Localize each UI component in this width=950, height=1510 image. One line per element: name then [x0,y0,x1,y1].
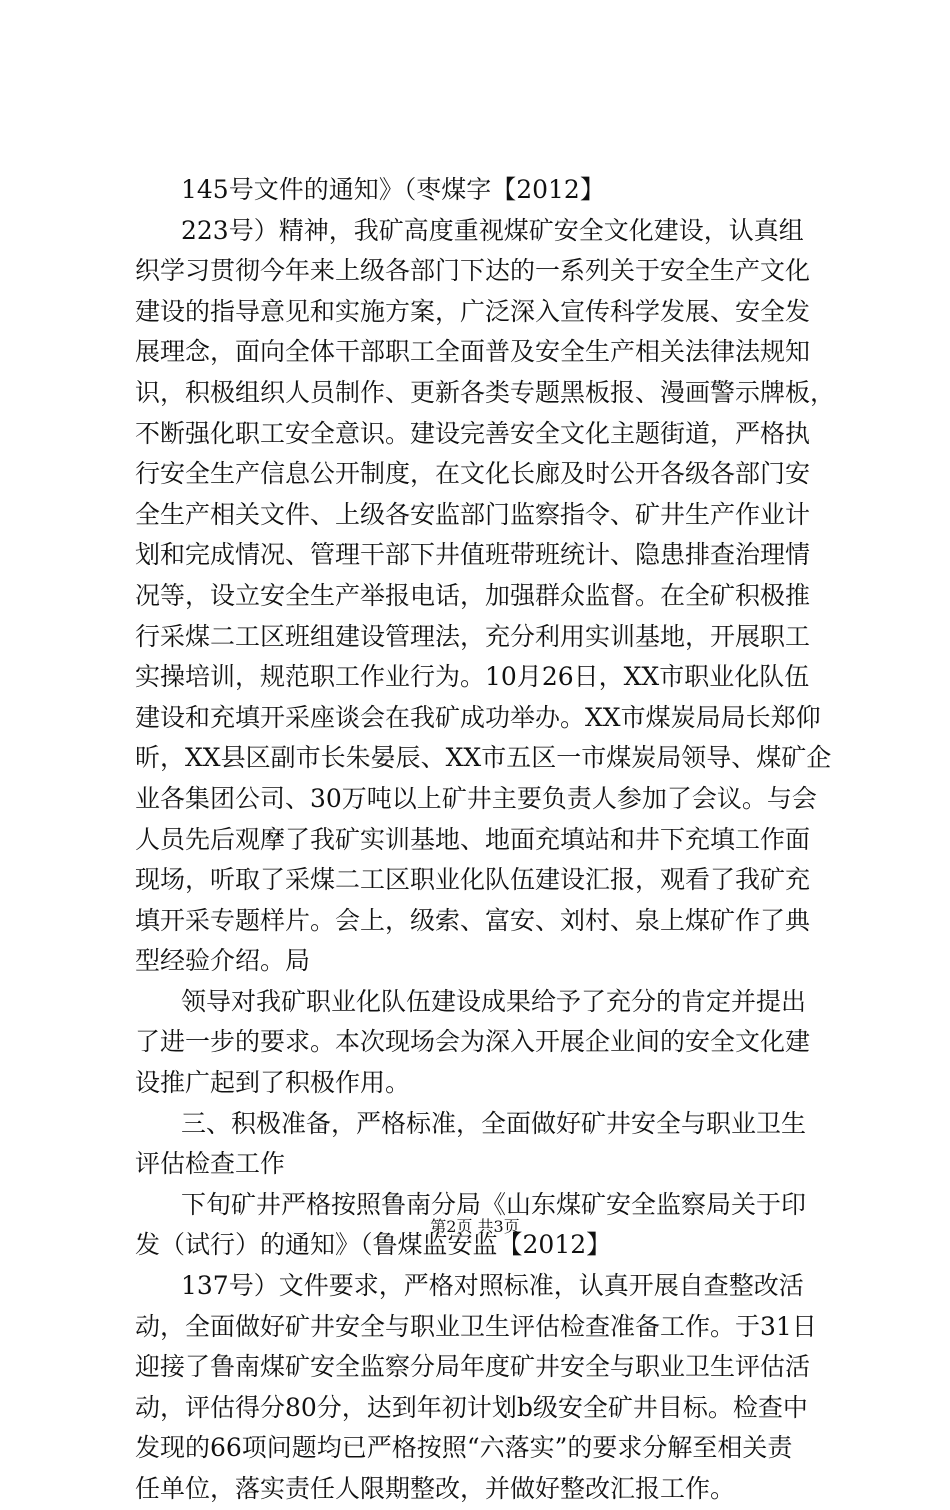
text-line: 识，积极组织人员制作、更新各类专题黑板报、漫画警示牌板， [135,377,836,407]
text-line: 设推广起到了积极作用。 [135,1068,411,1098]
page-number: 第2页 共3页 [430,1217,520,1236]
text-line: 型经验介绍。局 [135,946,311,976]
text-line: 织学习贯彻今年来上级各部门下达的一系列关于安全生产文化 [135,256,811,286]
text-line: 填开采专题样片。会上，级索、富安、刘村、泉上煤矿作了典 [135,905,811,935]
text-line: 不断强化职工安全意识。建设完善安全文化主题街道，严格执 [135,418,811,448]
text-line: 任单位，落实责任人限期整改，并做好整改汇报工作。 [135,1474,736,1503]
text-line: 昕，XX县区副市长朱晏辰、XX市五区一市煤炭局领导、煤矿企 [135,743,832,773]
text-line: 况等，设立安全生产举报电话，加强群众监督。在全矿积极推 [135,580,811,610]
text-line: 建设和充填开采座谈会在我矿成功举办。XX市煤炭局局长郑仰 [135,702,821,732]
text-line: 建设的指导意见和实施方案，广泛深入宣传科学发展、安全发 [135,296,811,326]
text-line: 动，评估得分80分，达到年初计划b级安全矿井目标。检查中 [135,1392,808,1422]
section-heading: 评估检查工作 [135,1149,286,1179]
text-line: 行采煤二工区班组建设管理法，充分利用实训基地，开展职工 [135,621,811,651]
text-line: 行安全生产信息公开制度，在文化长廊及时公开各级各部门安 [135,459,811,489]
text-line: 业各集团公司、30万吨以上矿井主要负责人参加了会议。与会 [135,783,817,813]
text-line: 发（试行）的通知》（鲁煤监安监【2012】 [135,1230,612,1260]
text-line: 现场，听取了采煤二工区职业化队伍建设汇报，观看了我矿充 [135,865,811,895]
text-line: 动，全面做好矿井安全与职业卫生评估检查准备工作。于31日 [135,1311,817,1341]
text-line: 划和完成情况、管理干部下井值班带班统计、隐患排查治理情 [135,540,811,570]
text-line: 人员先后观摩了我矿实训基地、地面充填站和井下充填工作面 [135,824,811,854]
text-line: 实操培训，规范职工作业行为。10月26日，XX市职业化队伍 [135,662,810,692]
section-heading: 三、积极准备，严格标准，全面做好矿井安全与职业卫生 [181,1108,807,1138]
text-line: 迎接了鲁南煤矿安全监察分局年度矿井安全与职业卫生评估活 [135,1352,811,1382]
document-body [135,170,835,1510]
text-line: 137号）文件要求，严格对照标准，认真开展自查整改活 [181,1271,804,1301]
text-line: 全生产相关文件、上级各安监部门监察指令、矿井生产作业计 [135,499,811,529]
text-line: 发现的66项问题均已严格按照“六落实”的要求分解至相关责 [135,1433,793,1463]
text-line: 下旬矿井严格按照鲁南分局《山东煤矿安全监察局关于印 [181,1189,807,1219]
text-line: 了进一步的要求。本次现场会为深入开展企业间的安全文化建 [135,1027,811,1057]
text-line: 223号）精神，我矿高度重视煤矿安全文化建设，认真组 [181,215,804,245]
text-line: 145号文件的通知》（枣煤字【2012】 [181,175,605,204]
text-line: 领导对我矿职业化队伍建设成果给予了充分的肯定并提出 [181,986,807,1016]
text-line: 展理念，面向全体干部职工全面普及安全生产相关法律法规知 [135,337,811,367]
